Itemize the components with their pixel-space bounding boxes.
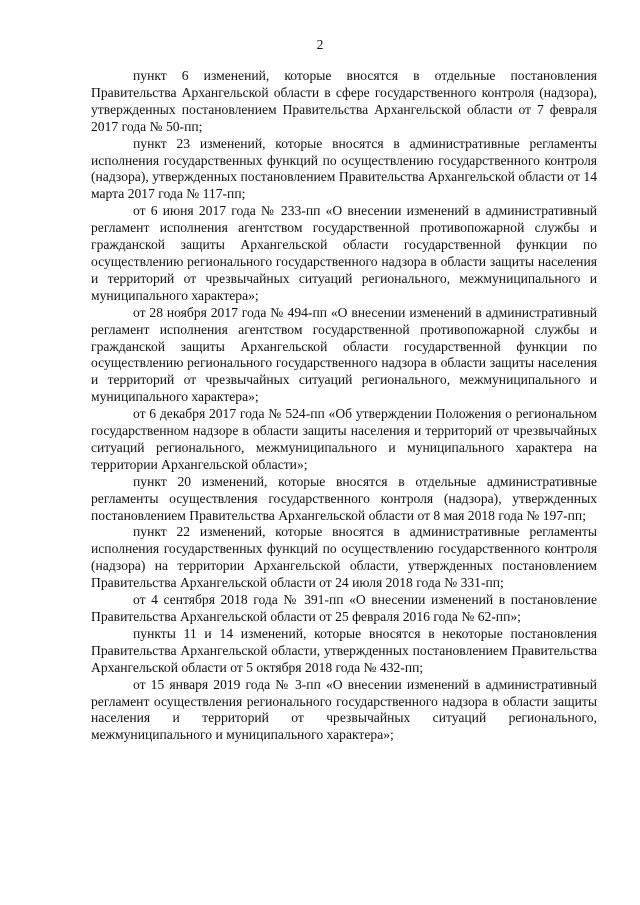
- paragraph-1: пункт 6 изменений, которые вносятся в отдельные постановления Правительства Архангельской области в сфере государственного контроля (надзора), утвержденных постановлением Правительства Архангельской области от 7 февраля 2017 года № 50-пп;: [91, 68, 597, 134]
- paragraph-7: пункт 22 изменений, которые вносятся в административные регламенты исполнения государственных функций по осуществлению государственного контроля (надзора) на территории Архангельской области, утвержденных постановлением Правительства Архангельской области от 24 июля 2018 года № 331-пп;: [91, 524, 597, 591]
- paragraph-8: от 4 сентября 2018 года № 391-пп «О внесении изменений в постановление Правительства Архангельской области от 25 февраля 2016 года № 62-пп»;: [91, 592, 597, 624]
- paragraph-5: от 6 декабря 2017 года № 524-пп «Об утверждении Положения о региональном государственном надзоре в области защиты населения и территорий от чрезвычайных ситуаций регионального, межмуниципального и муниципального характера на территории Архангельской области»;: [91, 406, 597, 472]
- page-number: 2: [316, 37, 324, 52]
- paragraph-6: пункт 20 изменений, которые вносятся в отдельные административные регламенты осуществления государственного контроля (надзора), утвержденных постановлением Правительства Архангельской области от 8 мая 2018 года № 197-пп;: [91, 473, 597, 523]
- paragraph-10: от 15 января 2019 года № 3-пп «О внесении изменений в административный регламент осуществления регионального государственного надзора в области защиты населения и территорий от чрезвычайных ситуаций регионального, межмуниципального и муниципального характера»;: [91, 676, 597, 743]
- paragraph-9: пункты 11 и 14 изменений, которые вносятся в некоторые постановления Правительства Архангельской области, утвержденных постановлением Правительства Архангельской области от 5 октября 2018 года № 432-пп;: [91, 625, 597, 675]
- paragraph-4: от 28 ноября 2017 года № 494-пп «О внесении изменений в административный регламент исполнения агентством государственной противопожарной службы и гражданской защиты Архангельской области государственной функции по осуществлению регионального государственного надзора в области защиты населения и территорий от чрезвычайных ситуаций регионального, межмуниципального и муниципального характера»;: [91, 304, 597, 405]
- paragraph-3: от 6 июня 2017 года № 233-пп «О внесении изменений в административный регламент исполнения агентством государственной противопожарной службы и гражданской защиты Архангельской области государственной функции по осуществлению регионального государственного надзора в области защиты населения и территорий от чрезвычайных ситуаций регионального, межмуниципального и муниципального характера»;: [91, 203, 597, 303]
- paragraph-2: пункт 23 изменений, которые вносятся в административные регламенты исполнения государственных функций по осуществлению государственного контроля (надзора), утвержденных постановлением Правительства Архангельской области от 14 марта 2017 года № 117-пп;: [91, 135, 597, 202]
- document-body: [91, 68, 597, 744]
